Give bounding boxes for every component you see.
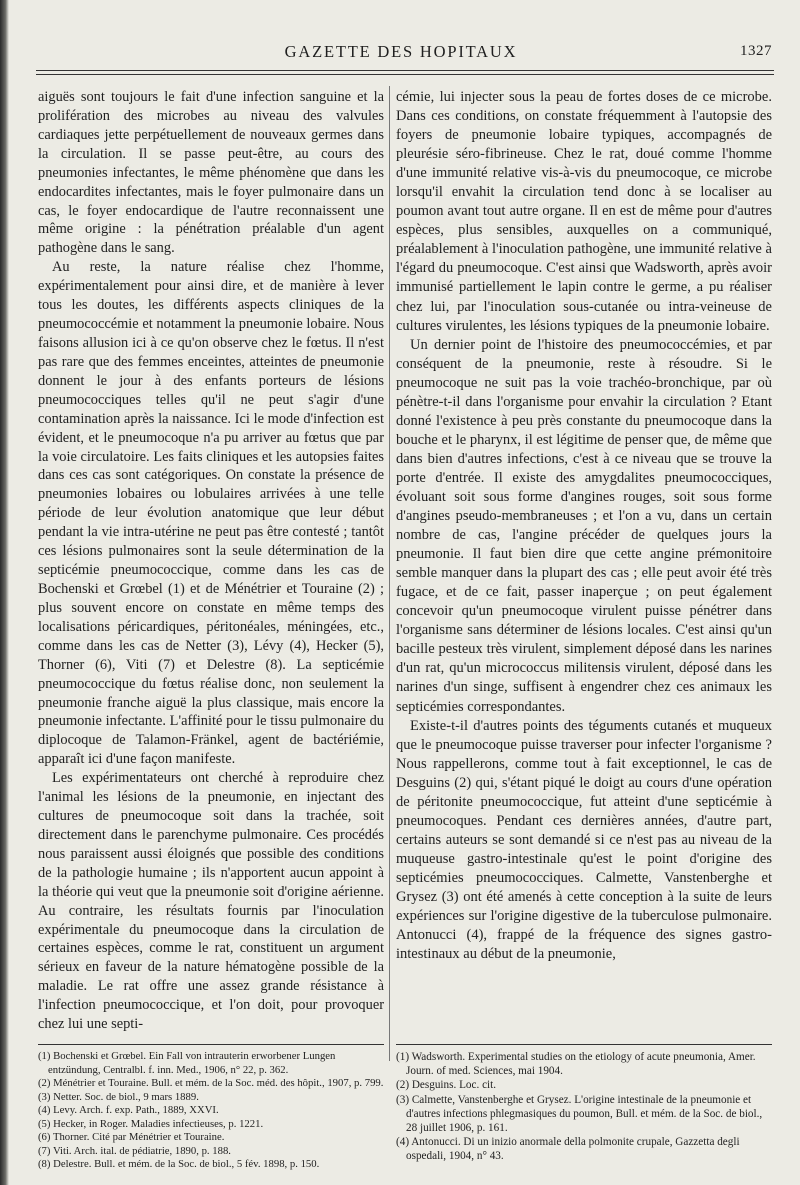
left-paragraph-3: Les expérimentateurs ont cherché à reproduire chez l'animal les lésions de la pneumonie, en injectant des cultures de pneumocoque soit dans la trachée, soit directement dans le parenchyme pulmonaire. Ces procédés nous paraissent aussi éloignés que possible des conditions de la pathologie humaine ; ils n'apportent aucun appoint à la théorie qui veut que la pneumonie soit d'origine aérienne. Au contraire, les résultats fournis par l'inoculation expérimentale du pneumocoque dans la circulation de certaines espèces, comme le rat, constituent un argument sérieux en faveur de la nature hématogène possible de la maladie. Le rat offre une assez grande résistance à l'infection pneumococcique, et l'on doit, pour provoquer chez lui une septi- — [38, 770, 384, 1033]
page-edge-shadow — [0, 0, 9, 1185]
footnote: (8) Delestre. Bull. et mém. de la Soc. de biol., 5 fév. 1898, p. 150. — [38, 1158, 320, 1171]
footnote: (1) Bochenski et Grœbel. Ein Fall von intrauterin erworbener Lungen entzündung, Centralbl. f. inn. Med., 1906, n° 22, p. 362. — [38, 1050, 336, 1076]
footnote: (4) Levy. Arch. f. exp. Path., 1889, XXVI. — [38, 1104, 219, 1117]
footnote: (2) Desguins. Loc. cit. — [396, 1079, 497, 1092]
running-header — [30, 42, 772, 64]
column-divider — [389, 86, 390, 1061]
right-paragraph-3: Existe-t-il d'autres points des téguments cutanés et muqueux que le pneumocoque puisse traverser pour infecter l'organisme ? Nous rappellerons, comme tout à fait exceptionnel, le cas de Desguins (2) qui, s'étant piqué le doigt au cours d'une opération de péritonite pneumococcique, fut atteint d'une septicémie à pneumocoques. Pendant ces dernières années, d'autre part, certains auteurs se sont demandé si ce n'est pas au niveau de la muqueuse gastro-intestinale qu'est le point d'origine des septicémies pneumococciques. Calmette, Vanstenberghe et Grysez (3) ont été amenés à cette conception à la suite de leurs expériences sur l'origine digestive de la tuberculose pulmonaire. Antonucci (4), frappé de la fréquence des signes gastro-intestinaux au début de la pneumonie, — [396, 717, 772, 963]
right-paragraph-2: Un dernier point de l'histoire des pneumococcémies, et par conséquent de la pneumonie, reste à résoudre. Si le pneumocoque ne suit pas la voie trachéo-bronchique, par où pénètre-t-il dans l'organisme pour envahir la circulation ? Etant donné l'existence à peu près constante du pneumocoque dans la bouche et le pharynx, il est légitime de penser que, de même que dans bien d'autres infections, c'est à ce niveau que se trouve la porte d'entrée. Il existe des amygdalites pneumococciques, évoluant soit sous forme d'angines rouges, soit sous forme d'angines pseudo-membraneuses ; et l'on a vu, dans un certain nombre de cas, l'angine précéder de quelques jours la pneumonie. Il faut bien dire que cette angine prémonitoire semble manquer dans la plupart des cas ; elle peut avoir été très fugace, et de ce fait, passer inaperçue ; on peut également concevoir qu'un pneumocoque virulent puisse pénétrer dans l'organisme sans déterminer de lésions locales. C'est ainsi qu'un bacille pesteux très virulent, simplement déposé dans les narines d'un rat, qu'un micrococcus militensis virulent, déposé dans les narines d'un singe, suffisent à engendrer chez ces animaux les septicémies correspondantes. — [396, 336, 772, 715]
left-footnote-rule — [38, 1044, 384, 1045]
page-number: 1327 — [740, 43, 772, 59]
right-paragraph-1: cémie, lui injecter sous la peau de fortes doses de ce microbe. Dans ces conditions, on constate fréquemment à l'autopsie des foyers de pneumonie lobaire typiques, accompagnés de pleurésie séro-fibrineuse. Chez le rat, doué comme l'homme d'une immunité relative vis-à-vis du pneumocoque, ce microbe lorsqu'il envahit la circulation tend donc à se localiser au poumon avant tout autre organe. Il en est de même pour d'autres espèces, plus sensibles, auxquelles on a communiqué, préalablement à l'inoculation pathogène, une immunité relative à l'égard du pneumocoque. C'est ainsi que Wadsworth, après avoir immunisé partiellement le lapin contre le germe, a pu réaliser chez lui, par l'inoculation sous-cutanée ou intra-veineuse de cultures virulentes, les lésions typiques de la pneumonie lobaire. — [396, 89, 772, 334]
footnote: (3) Calmette, Vanstenberghe et Grysez. L'origine intestinale de la pneumonie et d'autres infections phlegmasiques du poumon, Bull. et mém. de la Soc. de biol., 28 juillet 1906, p. 161. — [396, 1093, 763, 1135]
journal-title: GAZETTE DES HOPITAUX — [284, 42, 518, 61]
left-paragraph-2: Au reste, la nature réalise chez l'homme, expérimentalement pour ainsi dire, et de manière à lever tous les doutes, les différents aspects cliniques de la pneumococcémie et notamment la pneumonie lobaire. Nous faisons allusion ici à ce qu'on observe chez le fœtus. Il n'est pas rare que des femmes enceintes, atteintes de pneumonie donnent le jour à des enfants porteurs de lésions pneumococciques telles qu'il ne peut s'agir d'une contamination après la naissance. Ici le mode d'infection est évident, et le pneumocoque n'a pu arriver au fœtus que par la voie circulatoire. Les faits cliniques et les autopsies faites dans ces cas sont catégoriques. On constate la présence de pneumonies lobaires ou lobulaires arrivées à une telle période de leur évolution anatomique que leur début pendant la vie intra-utérine ne peut pas être contesté ; tantôt ces lésions pulmonaires sont la seule détermination de la septicémie pneumococcique, comme dans les cas de Bochenski et Grœbel (1) et de Ménétrier et Touraine (2) ; plus souvent encore on constate en même temps des localisations péricardiques, péritonéales, méningées, etc., comme dans les cas de Netter (3), Lévy (4), Hecker (5), Thorner (6), Viti (7) et Delestre (8). La septicémie pneumococcique du fœtus réalise donc, non seulement la pneumonie franche aiguë la plus classique, mais encore la pneumonie infectante. L'affinité pour le tissu pulmonaire du diplocoque de Talamon-Fränkel, agent de bactériémie, apparaît ici d'une façon manifeste. — [38, 259, 384, 768]
right-footnote-rule — [396, 1044, 772, 1045]
header-rule — [36, 70, 774, 75]
left-paragraph-1: aiguës sont toujours le fait d'une infection sanguine et la prolifération des microbes au niveau des valvules cardiaques jette perpétuellement de nouveaux germes dans la circulation. Il se passe peut-être, au cours des pneumonies infectantes, le même phénomène que dans les endocardites infectantes, mais le foyer pulmonaire dans un cas, le foyer endocardique de l'autre reconnaissent une même origine : la pénétration préalable d'un agent pathogène dans le sang. — [38, 89, 384, 257]
left-footnotes — [38, 1050, 384, 1172]
footnote: (4) Antonucci. Di un inizio anormale della polmonite crupale, Gazzetta degli ospedali, 1904, n° 43. — [396, 1136, 740, 1163]
right-footnotes — [396, 1050, 772, 1164]
footnote: (1) Wadsworth. Experimental studies on the etiology of acute pneumonia, Amer. Journ. of med. Sciences, mai 1904. — [396, 1051, 756, 1078]
left-column — [38, 88, 384, 1034]
right-column — [396, 88, 772, 964]
footnote: (6) Thorner. Cité par Ménétrier et Touraine. — [38, 1131, 225, 1144]
footnote: (7) Viti. Arch. ital. de pédiatrie, 1890, p. 188. — [38, 1144, 231, 1157]
footnote: (5) Hecker, in Roger. Maladies infectieuses, p. 1221. — [38, 1117, 264, 1130]
footnote: (2) Ménétrier et Touraine. Bull. et mém. de la Soc. méd. des hôpit., 1907, p. 799. — [38, 1077, 384, 1090]
footnote: (3) Netter. Soc. de biol., 9 mars 1889. — [38, 1090, 199, 1103]
